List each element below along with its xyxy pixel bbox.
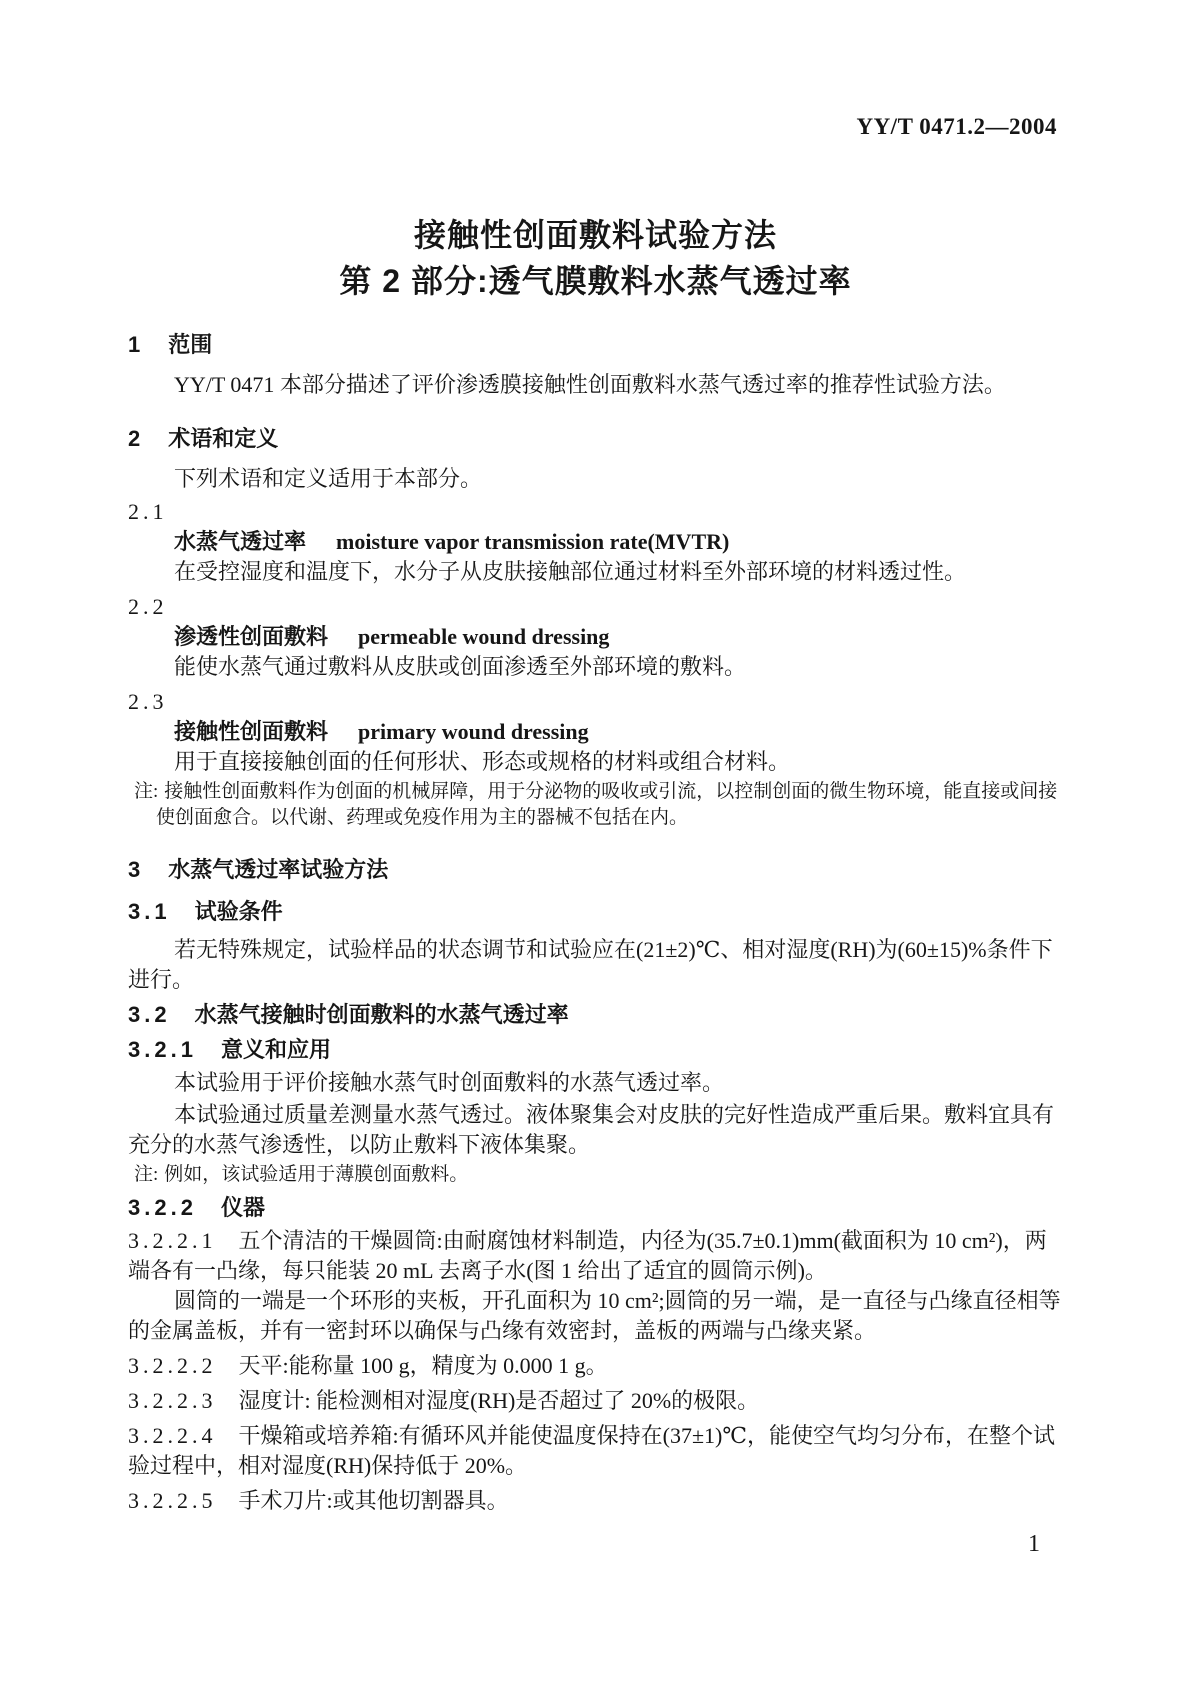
section-3-heading	[128, 855, 1068, 885]
significance-paragraph-1: 本试验用于评价接触水蒸气时创面敷料的水蒸气透过率。	[174, 1070, 725, 1095]
clause-3-2-2-3	[128, 1386, 1068, 1416]
section-3-title: 水蒸气透过率试验方法	[168, 857, 389, 882]
term-2-1-name-cn: 水蒸气透过率	[174, 529, 307, 554]
doc-code: YY/T 0471.2—2004	[856, 114, 1057, 139]
term-2-3-number: 2.3	[128, 689, 168, 714]
clause-3-2-2-4-number: 3.2.2.4	[128, 1423, 217, 1448]
term-2-3-note	[128, 779, 1068, 831]
clause-3-2-2-1-paragraph-2: 圆筒的一端是一个环形的夹板，开孔面积为 10 cm²;圆筒的另一端，是一直径与凸缘直径相等的金属盖板，并有一密封环以确保与凸缘有效密封，盖板的两端与凸缘夹紧。	[128, 1288, 1061, 1343]
term-2-2-name	[128, 622, 1068, 652]
section-2-number: 2	[128, 426, 145, 451]
term-2-3-name-cn: 接触性创面敷料	[174, 719, 329, 744]
clause-3-2-2-4	[128, 1421, 1068, 1481]
note-label: 注:	[134, 1164, 159, 1185]
term-2-2-name-en: permeable wound dressing	[358, 624, 610, 649]
section-3-2-number: 3.2	[128, 1002, 171, 1027]
significance-paragraph-2: 本试验通过质量差测量水蒸气透过。液体聚集会对皮肤的完好性造成严重后果。敷料宜具有充分的水蒸气渗透性，以防止敷料下液体集聚。	[128, 1102, 1055, 1157]
section-1-heading	[128, 330, 1068, 360]
section-3-2-heading	[128, 1000, 1068, 1030]
document-body	[128, 330, 1068, 1521]
test-conditions-paragraph: 若无特殊规定，试验样品的状态调节和试验应在(21±2)℃、相对湿度(RH)为(60±15)%条件下进行。	[128, 937, 1053, 992]
term-entry-2-1	[128, 497, 1068, 587]
term-2-1-name-en: moisture vapor transmission rate(MVTR)	[336, 529, 730, 554]
terms-intro-paragraph: 下列术语和定义适用于本部分。	[174, 466, 483, 491]
section-3-2-2-heading	[128, 1193, 1068, 1223]
term-entry-2-2	[128, 592, 1068, 682]
term-2-3-name-en: primary wound dressing	[358, 719, 589, 744]
doc-title	[0, 212, 1191, 304]
term-2-1-number: 2.1	[128, 499, 168, 524]
section-3-1-heading	[128, 897, 1068, 927]
term-2-1-name	[128, 527, 1068, 557]
section-3-2-2-title: 仪器	[220, 1195, 265, 1220]
section-3-2-title: 水蒸气接触时创面敷料的水蒸气透过率	[194, 1002, 569, 1027]
clause-3-2-2-2	[128, 1351, 1068, 1381]
clause-3-2-2-5-text: 手术刀片:或其他切割器具。	[238, 1488, 509, 1513]
clause-3-2-2-4-text: 干燥箱或培养箱:有循环风并能使温度保持在(37±1)℃，能使空气均匀分布，在整个试验过程中，相对湿度(RH)保持低于 20%。	[128, 1423, 1055, 1478]
term-2-2-number: 2.2	[128, 594, 168, 619]
section-2-title: 术语和定义	[168, 426, 279, 451]
section-3-2-1-title: 意义和应用	[220, 1037, 331, 1062]
section-1-number: 1	[128, 332, 145, 357]
clause-3-2-2-2-number: 3.2.2.2	[128, 1353, 217, 1378]
section-3-2-1-note	[128, 1162, 1068, 1188]
section-3-1-number: 3.1	[128, 899, 171, 924]
term-2-3-definition: 用于直接接触创面的任何形状、形态或规格的材料或组合材料。	[174, 749, 791, 774]
doc-title-line1: 接触性创面敷料试验方法	[413, 217, 777, 253]
clause-3-2-2-5	[128, 1486, 1068, 1516]
note-text: 例如，该试验适用于薄膜创面敷料。	[164, 1164, 469, 1185]
page-number: 1	[1028, 1531, 1040, 1557]
section-3-2-2-number: 3.2.2	[128, 1195, 197, 1220]
section-3-2-1-heading	[128, 1035, 1068, 1065]
term-2-3-name	[128, 717, 1068, 747]
term-2-1-definition: 在受控湿度和温度下，水分子从皮肤接触部位通过材料至外部环境的材料透过性。	[174, 559, 967, 584]
term-2-2-definition: 能使水蒸气通过敷料从皮肤或创面渗透至外部环境的敷料。	[174, 654, 747, 679]
clause-3-2-2-2-text: 天平:能称量 100 g，精度为 0.000 1 g。	[238, 1353, 608, 1378]
section-1-title: 范围	[168, 332, 213, 357]
section-3-2-1-number: 3.2.1	[128, 1037, 197, 1062]
section-3-number: 3	[128, 857, 145, 882]
clause-3-2-2-3-number: 3.2.2.3	[128, 1388, 217, 1413]
doc-title-line2: 第 2 部分:透气膜敷料水蒸气透过率	[339, 263, 852, 299]
term-2-2-name-cn: 渗透性创面敷料	[174, 624, 329, 649]
scope-paragraph: YY/T 0471 本部分描述了评价渗透膜接触性创面敷料水蒸气透过率的推荐性试验方法。	[174, 372, 1006, 397]
clause-3-2-2-3-text: 湿度计: 能检测相对湿度(RH)是否超过了 20%的极限。	[238, 1388, 760, 1413]
term-entry-2-3	[128, 687, 1068, 831]
note-text: 接触性创面敷料作为创面的机械屏障，用于分泌物的吸收或引流，以控制创面的微生物环境，能直接或间接使创面愈合。以代谢、药理或免疫作用为主的器械不包括在内。	[156, 781, 1058, 828]
clause-3-2-2-1	[128, 1226, 1068, 1286]
section-3-1-title: 试验条件	[194, 899, 283, 924]
clause-3-2-2-1-number: 3.2.2.1	[128, 1228, 217, 1253]
note-label: 注:	[134, 781, 159, 802]
clause-3-2-2-1-text: 五个清洁的干燥圆筒:由耐腐蚀材料制造，内径为(35.7±0.1)mm(截面积为 10 cm²)，两端各有一凸缘，每只能装 20 mL 去离子水(图 1 给出了适宜的圆筒示例)。	[128, 1228, 1047, 1283]
clause-3-2-2-5-number: 3.2.2.5	[128, 1488, 217, 1513]
section-2-heading	[128, 424, 1068, 454]
